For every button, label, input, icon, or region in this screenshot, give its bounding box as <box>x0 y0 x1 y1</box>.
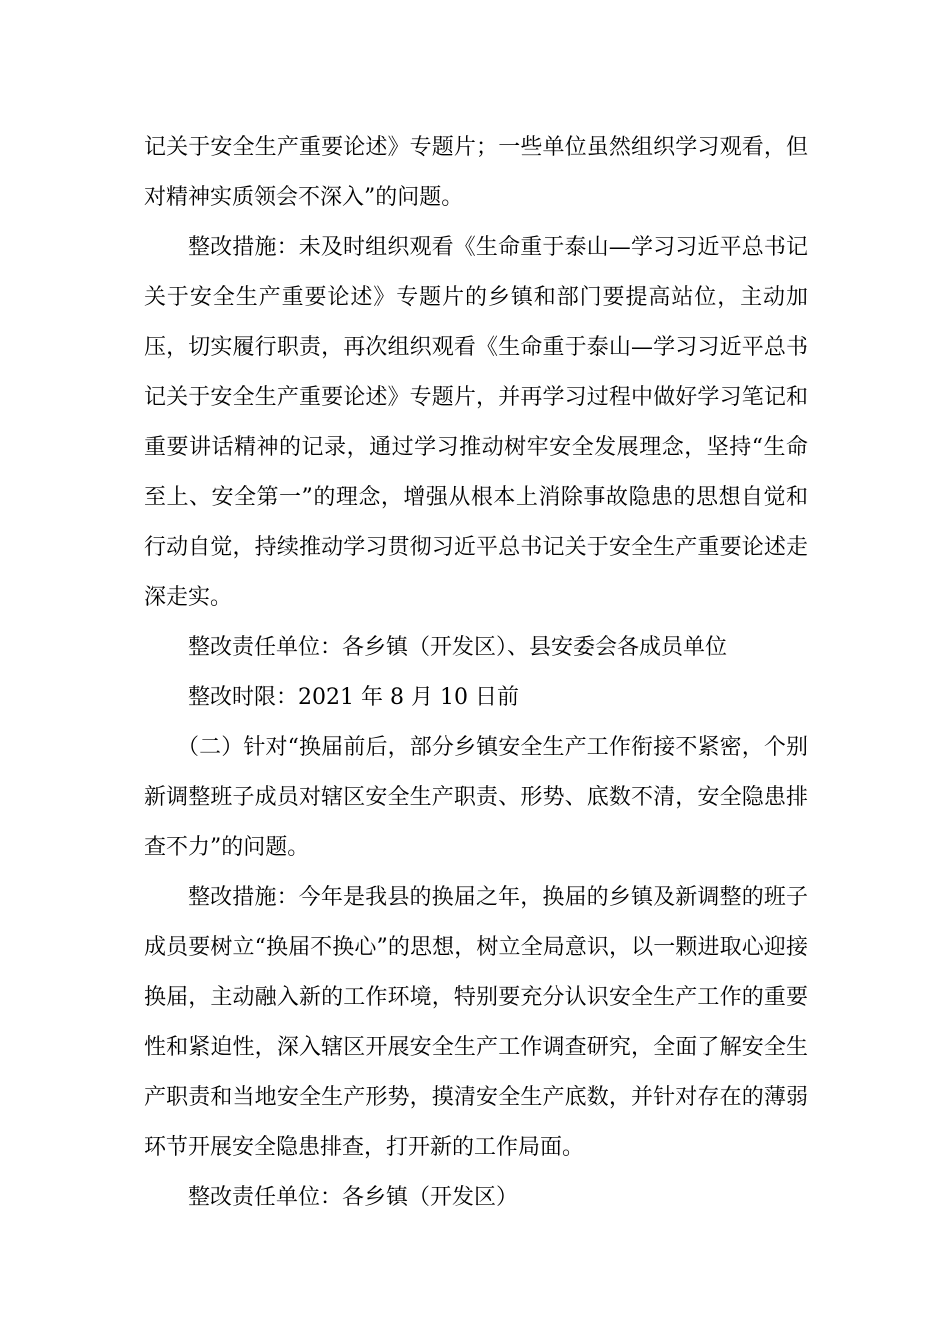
paragraph-section-2-heading: （二）针对“换届前后，部分乡镇安全生产工作衔接不紧密，个别新调整班子成员对辖区安全生产职责、形势、底数不清，安全隐患排查不力”的问题。 <box>144 735 808 860</box>
paragraph-deadline-1: 整改时限：2021 年 8 月 10 日前 <box>188 685 519 710</box>
paragraph-rectification-measures-2: 整改措施：今年是我县的换届之年，换届的乡镇及新调整的班子成员要树立“换届不换心”的思想，树立全局意识，以一颗进取心迎接换届，主动融入新的工作环境，特别要充分认识安全生产工作的重要性和紧迫性，深入辖区开展安全生产工作调查研究，全面了解安全生产职责和当地安全生产形势，摸清安全生产底数，并针对存在的薄弱环节开展安全隐患排查，打开新的工作局面。 <box>144 885 808 1160</box>
document-body <box>144 123 808 1223</box>
paragraph-rectification-measures-1: 整改措施：未及时组织观看《生命重于泰山—学习习近平总书记关于安全生产重要论述》专题片的乡镇和部门要提高站位，主动加压，切实履行职责，再次组织观看《生命重于泰山—学习习近平总书记关于安全生产重要论述》专题片，并再学习过程中做好学习笔记和重要讲话精神的记录，通过学习推动树牢安全发展理念，坚持“生命至上、安全第一”的理念，增强从根本上消除事故隐患的思想自觉和行动自觉，持续推动学习贯彻习近平总书记关于安全生产重要论述走深走实。 <box>144 235 808 610</box>
paragraph-responsible-units-2: 整改责任单位：各乡镇（开发区） <box>188 1185 519 1210</box>
paragraph-responsible-units-1: 整改责任单位：各乡镇（开发区）、县安委会各成员单位 <box>188 635 728 660</box>
paragraph-continuation: 记关于安全生产重要论述》专题片；一些单位虽然组织学习观看，但对精神实质领会不深入”的问题。 <box>144 135 808 210</box>
